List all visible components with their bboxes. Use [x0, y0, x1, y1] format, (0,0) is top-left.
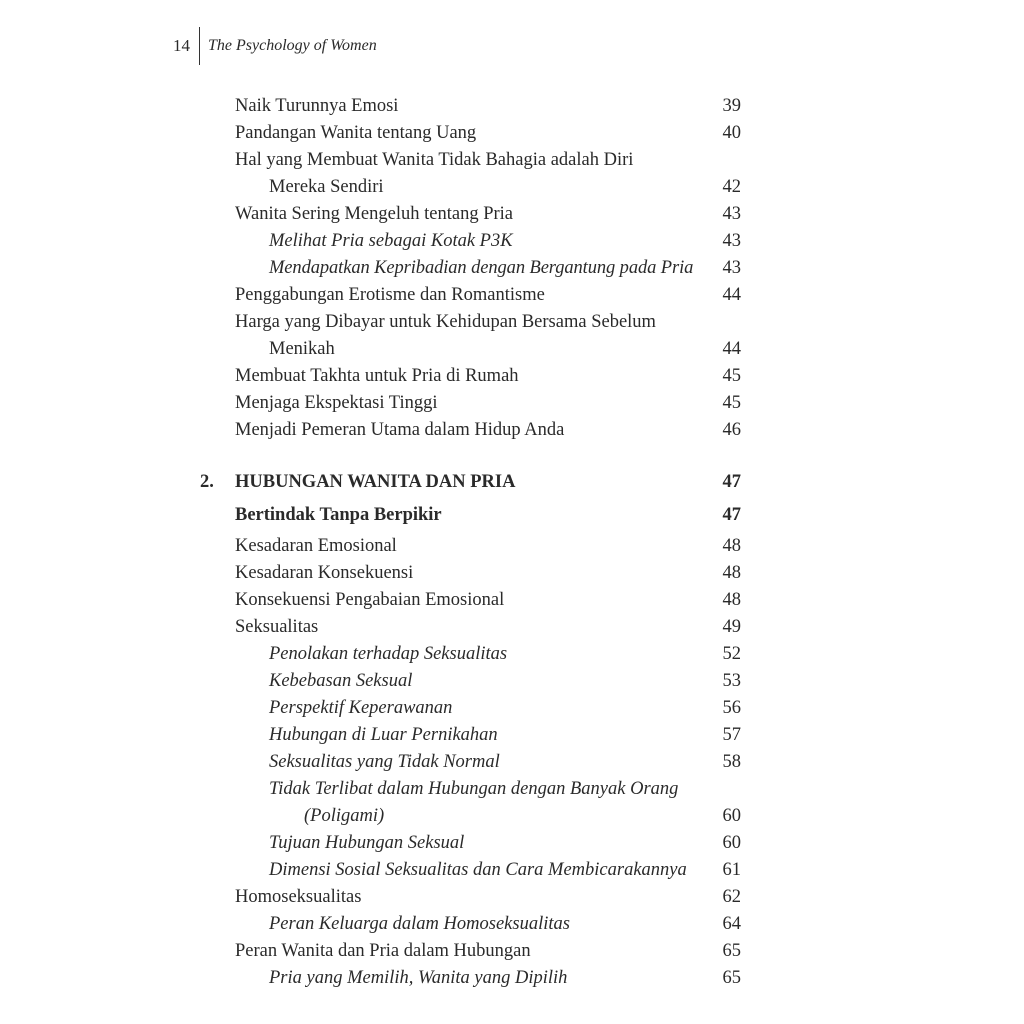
toc-entry-title: Seksualitas yang Tidak Normal — [269, 752, 500, 772]
toc-entry-title: Peran Wanita dan Pria dalam Hubungan — [235, 941, 531, 961]
toc-entry-title: Menjaga Ekspektasi Tinggi — [235, 393, 438, 413]
section-page: 47 — [722, 505, 741, 525]
chapter-number: 2. — [200, 472, 214, 492]
toc-entry-page: 40 — [722, 123, 741, 143]
toc-entry-page: 65 — [722, 968, 741, 988]
toc-entry — [0, 282, 1024, 309]
toc-entry-title: Peran Keluarga dalam Homoseksualitas — [269, 914, 570, 934]
toc-entry — [0, 614, 1024, 641]
toc-subentry — [0, 749, 1024, 776]
toc-entry-page: 48 — [722, 563, 741, 583]
toc-entry — [0, 363, 1024, 390]
toc-entry-page: 45 — [722, 393, 741, 413]
toc-entry-page: 42 — [722, 177, 741, 197]
toc-entry-title: Kesadaran Emosional — [235, 536, 397, 556]
toc-entry-page: 53 — [722, 671, 741, 691]
toc-entry-page: 58 — [722, 752, 741, 772]
toc-entry-page: 60 — [722, 806, 741, 826]
toc-entry-page: 57 — [722, 725, 741, 745]
toc-subentry — [0, 668, 1024, 695]
toc-entry-page: 44 — [722, 339, 741, 359]
toc-entry-page: 43 — [722, 204, 741, 224]
toc-entry-page: 45 — [722, 366, 741, 386]
toc-entry — [0, 201, 1024, 228]
toc-entry-page: 56 — [722, 698, 741, 718]
toc-entry-page: 43 — [722, 231, 741, 251]
toc-entry-title: Menjadi Pemeran Utama dalam Hidup Anda — [235, 420, 565, 440]
toc-entry-title: Seksualitas — [235, 617, 319, 637]
toc-entry-page: 64 — [722, 914, 741, 934]
toc-subentry — [0, 911, 1024, 938]
toc-entry-title: Hubungan di Luar Pernikahan — [269, 725, 498, 745]
toc-entry — [0, 120, 1024, 147]
toc-entry-page: 65 — [722, 941, 741, 961]
section-heading — [0, 502, 1024, 529]
running-head — [173, 28, 377, 64]
toc-entry-continuation — [0, 336, 1024, 363]
toc-subentry-continuation — [0, 803, 1024, 830]
toc-entry — [0, 390, 1024, 417]
toc-entry-title: Hal yang Membuat Wanita Tidak Bahagia adalah Diri — [235, 150, 634, 170]
toc-subentry — [0, 830, 1024, 857]
toc-entry-page: 48 — [722, 536, 741, 556]
toc-entry-title: Dimensi Sosial Seksualitas dan Cara Membicarakannya — [269, 860, 687, 880]
toc-entry-page: 46 — [722, 420, 741, 440]
chapter-page: 47 — [722, 472, 741, 492]
toc-subentry — [0, 965, 1024, 992]
toc-entry — [0, 309, 1024, 336]
toc-entry — [0, 417, 1024, 444]
book-title: The Psychology of Women — [208, 37, 377, 54]
toc-entry-page: 61 — [722, 860, 741, 880]
toc-entry-page: 62 — [722, 887, 741, 907]
toc-subentry — [0, 695, 1024, 722]
toc-entry-page: 43 — [722, 258, 741, 278]
chapter-title: HUBUNGAN WANITA DAN PRIA — [235, 472, 516, 492]
toc-entry-title: Kebebasan Seksual — [269, 671, 413, 691]
toc-entry-title: Membuat Takhta untuk Pria di Rumah — [235, 366, 519, 386]
toc-entry-title: Kesadaran Konsekuensi — [235, 563, 414, 583]
toc-entry-page: 44 — [722, 285, 741, 305]
toc-entry — [0, 560, 1024, 587]
toc-entry — [0, 93, 1024, 120]
toc-entry — [0, 147, 1024, 174]
toc-entry-title: Tujuan Hubungan Seksual — [269, 833, 465, 853]
toc-entry — [0, 938, 1024, 965]
toc-entry — [0, 533, 1024, 560]
toc-entry — [0, 587, 1024, 614]
toc-entry-title: Konsekuensi Pengabaian Emosional — [235, 590, 505, 610]
toc-entry-page: 49 — [722, 617, 741, 637]
toc-subentry — [0, 641, 1024, 668]
toc-entry-title: Penolakan terhadap Seksualitas — [269, 644, 508, 664]
toc-entry-page: 39 — [722, 96, 741, 116]
toc-entry-title: Tidak Terlibat dalam Hubungan dengan Banyak Orang — [269, 779, 679, 799]
toc-entry-title: (Poligami) — [304, 806, 385, 826]
toc-entry-page: 48 — [722, 590, 741, 610]
toc-entry-title: Naik Turunnya Emosi — [235, 96, 399, 116]
section-title: Bertindak Tanpa Berpikir — [235, 505, 442, 525]
toc-entry-title: Perspektif Keperawanan — [269, 698, 453, 718]
toc-entry-continuation — [0, 174, 1024, 201]
toc-entry-title: Mereka Sendiri — [269, 177, 384, 197]
chapter-heading — [0, 469, 1024, 496]
toc-entry-title: Menikah — [269, 339, 335, 359]
toc-entry-page: 52 — [722, 644, 741, 664]
page-number: 14 — [173, 36, 190, 55]
toc-subentry — [0, 255, 1024, 282]
toc-entry-title: Harga yang Dibayar untuk Kehidupan Bersama Sebelum — [235, 312, 656, 332]
toc-entry-title: Pria yang Memilih, Wanita yang Dipilih — [269, 968, 568, 988]
toc-entry-title: Homoseksualitas — [235, 887, 362, 907]
toc-subentry — [0, 776, 1024, 803]
toc-subentry — [0, 228, 1024, 255]
toc-subentry — [0, 722, 1024, 749]
toc-entry-page: 60 — [722, 833, 741, 853]
toc-entry-title: Wanita Sering Mengeluh tentang Pria — [235, 204, 513, 224]
toc-entry-title: Pandangan Wanita tentang Uang — [235, 123, 477, 143]
toc-entry-title: Mendapatkan Kepribadian dengan Bergantung pada Pria — [269, 258, 694, 278]
toc-entry — [0, 884, 1024, 911]
toc-entry-title: Melihat Pria sebagai Kotak P3K — [269, 231, 513, 251]
toc-subentry — [0, 857, 1024, 884]
toc-entry-title: Penggabungan Erotisme dan Romantisme — [235, 285, 545, 305]
